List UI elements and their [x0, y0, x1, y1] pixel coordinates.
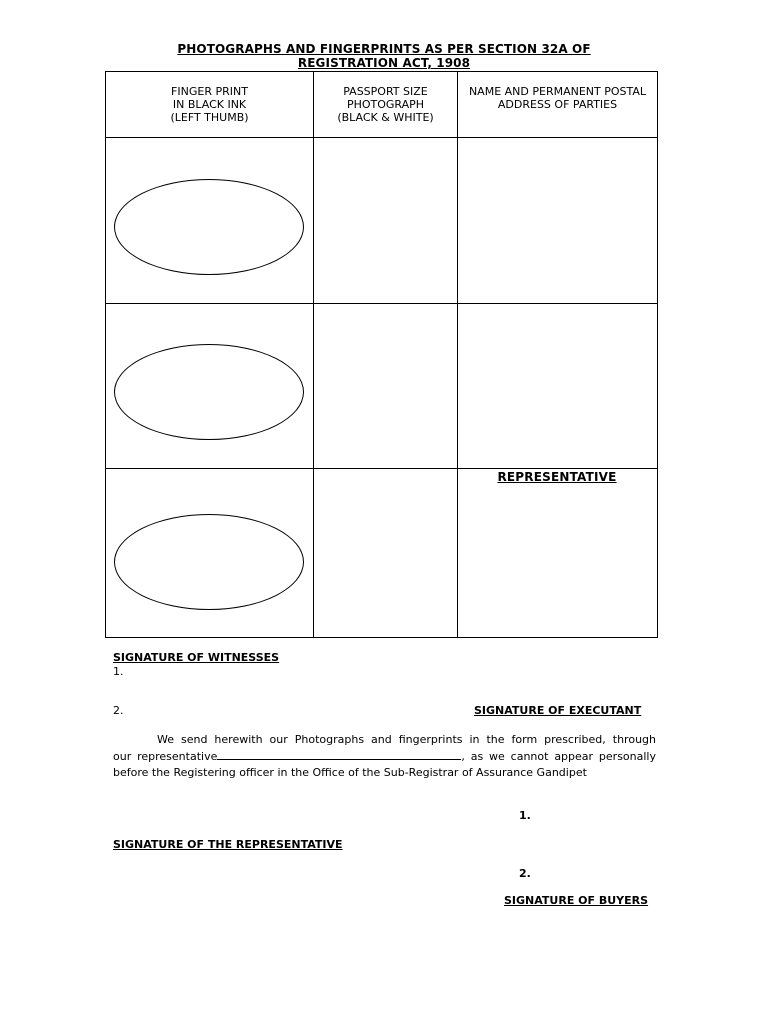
thumbprint-oval: [114, 344, 304, 440]
representative-label: REPRESENTATIVE: [497, 470, 617, 484]
executant-signature-label: SIGNATURE OF EXECUTANT: [474, 704, 642, 717]
header-fingerprint-line: FINGER PRINT: [171, 85, 248, 98]
title-line-1: PHOTOGRAPHS AND FINGERPRINTS AS PER SECTION 32A OF: [177, 42, 591, 56]
header-photograph-line: (BLACK & WHITE): [337, 111, 434, 124]
paragraph-line-2-end: , as we cannot appear personally: [461, 750, 656, 763]
photo-fingerprint-table: [105, 71, 658, 638]
document-title: [150, 42, 618, 70]
witnesses-heading: SIGNATURE OF WITNESSES: [113, 651, 280, 664]
buyer-1-number: 1.: [519, 809, 531, 822]
header-fingerprint-line: IN BLACK INK: [172, 98, 247, 111]
thumbprint-oval: [114, 179, 304, 275]
header-photograph-line: PHOTOGRAPH: [346, 98, 425, 111]
header-fingerprint-line: (LEFT THUMB): [170, 111, 249, 124]
column-divider: [457, 72, 458, 637]
witness-2-number: 2.: [113, 704, 124, 717]
representative-name-blank[interactable]: [217, 748, 461, 760]
witness-1-number: 1.: [113, 665, 124, 678]
header-photograph-line: PASSPORT SIZE: [343, 85, 428, 98]
row-divider: [106, 137, 657, 138]
header-name-address: [458, 85, 657, 111]
paragraph-line-3: before the Registering officer in the Office of the Sub-Registrar of Assurance Gandipet: [113, 766, 587, 779]
buyers-signature-label: SIGNATURE OF BUYERS: [504, 894, 649, 907]
title-line-2: REGISTRATION ACT, 1908: [297, 56, 471, 70]
header-address-line: NAME AND PERMANENT POSTAL: [468, 85, 647, 98]
column-divider: [313, 72, 314, 637]
thumbprint-oval: [114, 514, 304, 610]
row-divider: [106, 468, 657, 469]
paragraph-line-1: We send herewith our Photographs and fingerprints in the form prescribed, through: [157, 733, 656, 746]
representative-signature-label: SIGNATURE OF THE REPRESENTATIVE: [113, 838, 343, 851]
paragraph-line-2-start: our representative: [113, 750, 218, 763]
row-divider: [106, 303, 657, 304]
paragraph-line-2: [113, 748, 656, 765]
header-address-line: ADDRESS OF PARTIES: [497, 98, 618, 111]
declaration-paragraph: [113, 732, 656, 781]
buyer-2-number: 2.: [519, 867, 531, 880]
header-photograph: [314, 85, 457, 124]
header-fingerprint: [106, 85, 313, 124]
